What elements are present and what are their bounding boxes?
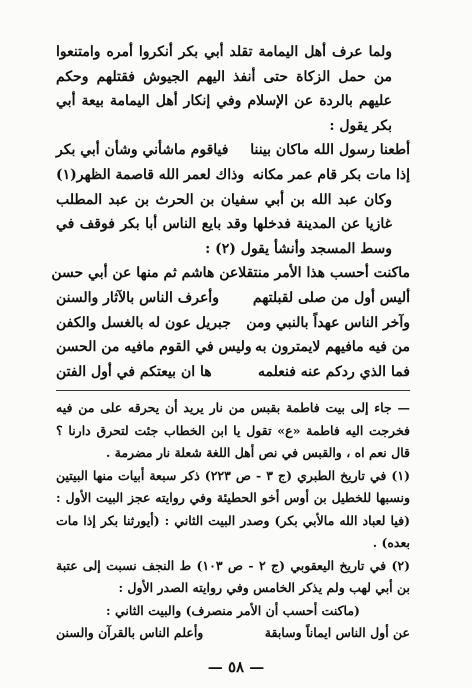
page-number: — ٥٨ —	[207, 658, 265, 676]
footnote-2: (٢) في تاريخ اليعقوبي (ج ٢ - ص ١٠٣) ط النجف نسبت إلى عتبة بن أبي لهب ولم يذكر الخامس وفي روايته الصدر الأول :	[56, 557, 410, 596]
verse-hemistich-right: وآخر الناس عهداً بالنبي ومن	[246, 314, 410, 331]
verse-hemistich-left: وأعرف الناس بالآثار والسنن	[56, 289, 219, 306]
verse-line	[56, 311, 410, 336]
verse-line	[56, 138, 410, 163]
verse-hemistich-right: ماكنت أحسب هذا الأمر منتقلا	[238, 265, 410, 282]
footnote-2-quote: (ماكنت أحسب أن الأمر منصرف) والبيت الثاني :	[106, 602, 360, 618]
paragraph-1: ولما عرف أهل اليمامة تقلد أبي بكر أنكروا أمره وامتنعوا من حمل الزكاة حتى أنفذ اليهم الجيوش فقتلهم وحكم عليهم بالردة عن الإسلام وفي إنكار أهل اليمامة بيعة أبي بكر يقول :	[56, 44, 392, 134]
verse-hemistich-right: أليس أول من صلى لقبلتهم	[252, 289, 410, 306]
verse-line	[56, 286, 410, 311]
verse-line	[56, 163, 410, 188]
verse-hemistich-left: عن هاشم ثم منها عن أبي حسن	[51, 265, 239, 282]
footnote-divider	[56, 390, 410, 391]
paragraph-2: وكان عبد الله بن أبي سفيان بن الحرث بن عبد المطلب غازيا عن المدينة فدخلها وقد بايع الناس أبا بكر فوقف في وسط المسجد وأنشأ يقول (٢) :	[56, 191, 392, 257]
verse-hemistich-right: أطعنا رسول الله ماكان بيننا	[250, 142, 410, 159]
verse-hemistich-left: جبريل عون له بالغسل والكفن	[56, 314, 231, 331]
verse-hemistich-right: عن أول الناس ايماناً وسابقة	[264, 625, 410, 641]
verse-hemistich-left: ها ان بيعتكم في أول الفتن	[56, 363, 212, 380]
verse-hemistich-left: وأعلم الناس بالقرآن والسنن	[56, 625, 204, 641]
verse-hemistich-right: من فيه مافيهم لايمترون به	[255, 339, 410, 356]
verse-hemistich-right: فما الذي ردكم عنه فنعلمه	[258, 363, 410, 380]
verse-hemistich-left: وليس في القوم مافيه من الحسن	[56, 339, 252, 356]
verse-hemistich-left: وذاك لعمر الله قاصمة الظهر(١)	[56, 166, 245, 183]
verse-line	[51, 261, 410, 286]
verse-hemistich-right: إذا مات بكر قام عمر مكانه	[252, 166, 410, 183]
footnote-verse-line	[56, 622, 410, 645]
verse-line	[56, 335, 410, 360]
verse-hemistich-left: فياقوم ماشأني وشأن أبي بكر	[56, 142, 229, 159]
footnote-1: (١) في تاريخ الطبري (ج ٣ - ص ٢٢٣) ذكر سبعة أبيات منها البيتين ونسبها للخطيل بن أوس أخو الحطيئة وفي روايته عجز البيت الأول : (فيا لعباد الله مالأبي بكر) وصدر البيت الثاني : (أيورثنا بكر إذا مات بعده) .	[56, 467, 410, 551]
footnote-continuation: — جاء إلى بيت فاطمة بقبس من نار يريد أن يحرقه على من فيه فخرجت اليه فاطمة «ع» تقول يا ابن الخطاب جئت لتحرق دارنا ؟ قال نعم اه ، والقبس في نص أهل اللغة شعلة نار مضرمة .	[56, 400, 410, 461]
verse-line	[56, 360, 410, 385]
